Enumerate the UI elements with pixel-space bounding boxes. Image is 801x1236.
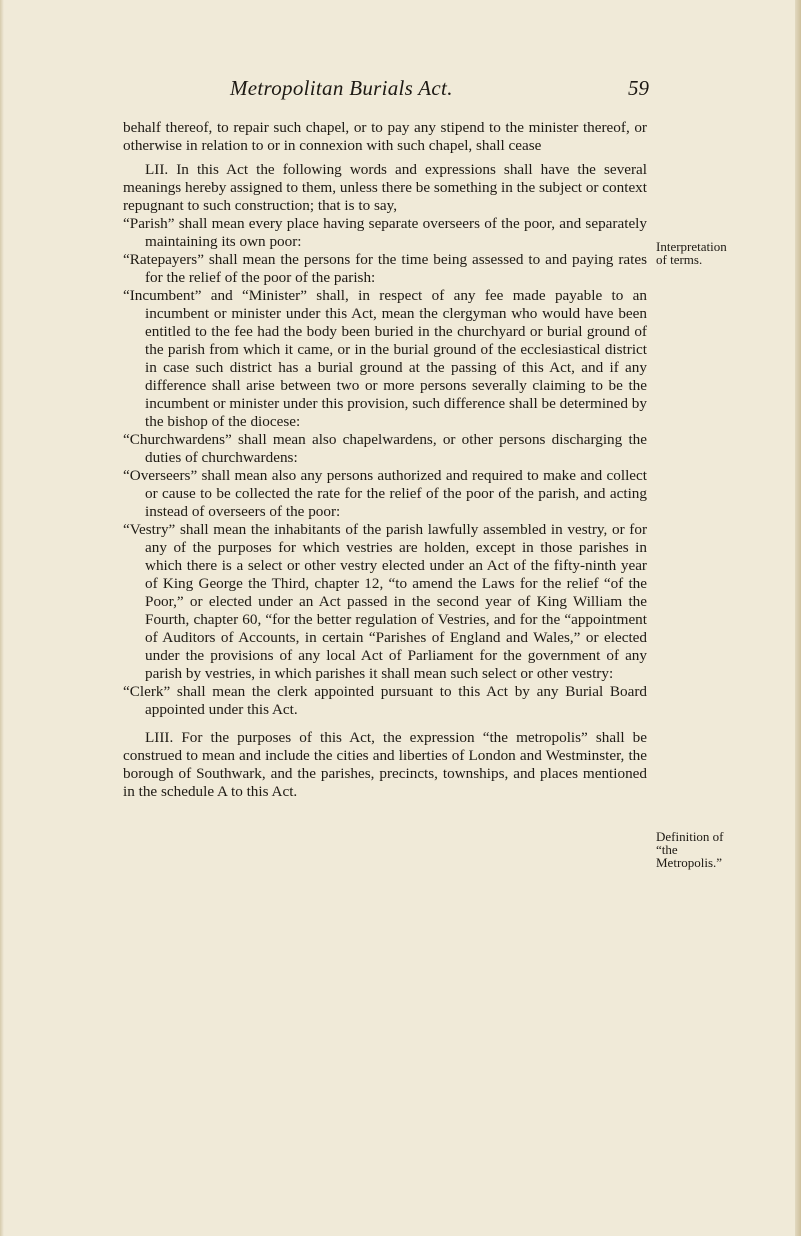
margin-note-interpretation: Interpretation of terms.: [656, 239, 727, 267]
page-body: [123, 119, 647, 801]
definition-incumbent-minister: “Incumbent” and “Minister” shall, in respect of any fee made payable to an incumbent or minister under this Act, mean the clergyman who would have been entitled to the fee had the body been buried in the churchyard or burial ground of the parish from which it came, or in the burial ground of the ecclesiastical district in case such district has a burial ground at the passing of this Act, and if any difference shall arise between two or more persons severally claiming to be the incumbent or minister under this provision, such difference shall be determined by the bishop of the diocese:: [123, 287, 647, 430]
margin-note-metropolis: Definition of “the Metropolis.”: [656, 829, 724, 870]
definition-vestry: “Vestry” shall mean the inhabitants of the parish lawfully assembled in vestry, or for any of the purposes for which vestries are holden, except in those parishes in which there is a select or other vestry elected under an Act of the fifty-ninth year of King George the Third, chapter 12, “to amend the Laws for the relief “of the Poor,” or elected under an Act passed in the second year of King William the Fourth, chapter 60, “for the better regulation of Vestries, and for the “appointment of Auditors of Accounts, in certain “Parishes of England and Wales,” or elected under the provisions of any local Act of Parliament for the government of any parish by vestries, in which parishes it shall mean such select or other vestry:: [123, 521, 647, 682]
running-head: Metropolitan Burials Act.: [230, 76, 453, 100]
definition-parish: “Parish” shall mean every place having separate overseers of the poor, and separately maintaining its own poor:: [123, 215, 647, 250]
definition-ratepayers: “Ratepayers” shall mean the persons for the time being assessed to and paying rates for the relief of the poor of the parish:: [123, 251, 647, 286]
definition-overseers: “Overseers” shall mean also any persons authorized and required to make and collect or cause to be collected the rate for the relief of the poor of the parish, and acting instead of overseers of the poor:: [123, 467, 647, 520]
definition-clerk: “Clerk” shall mean the clerk appointed pursuant to this Act by any Burial Board appointed under this Act.: [123, 683, 647, 718]
section-52-text: LII. In this Act the following words and expressions shall have the several meanings hereby assigned to them, unless there be something in the subject or context repugnant to such construction; that is to say,: [123, 161, 647, 214]
page-header: [0, 76, 801, 106]
section-52: [123, 161, 647, 719]
page-left-edge: [0, 0, 4, 1236]
opening-paragraph: behalf thereof, to repair such chapel, or to pay any stipend to the minister thereof, or otherwise in relation to or in connexion with such chapel, shall cease: [123, 119, 647, 154]
section-53: [123, 729, 647, 801]
section-53-text: LIII. For the purposes of this Act, the expression “the metropolis” shall be construed to mean and include the cities and liberties of London and Westminster, the borough of Southwark, and the parishes, precincts, townships, and places mentioned in the schedule A to this Act.: [123, 729, 647, 800]
page-right-edge: [795, 0, 801, 1236]
page-number: 59: [628, 76, 649, 100]
definition-churchwardens: “Churchwardens” shall mean also chapelwardens, or other persons discharging the duties of churchwardens:: [123, 431, 647, 466]
